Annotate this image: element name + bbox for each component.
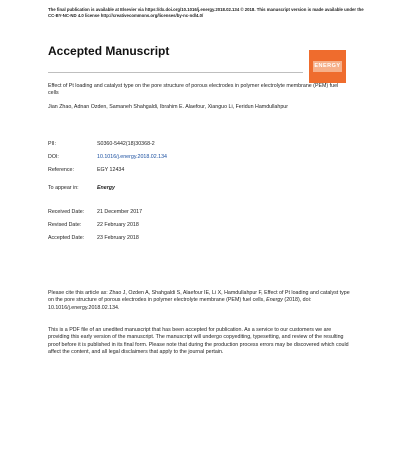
journal-logo	[309, 50, 346, 83]
article-title: Effect of Pt loading and catalyst type on the pore structure of porous electrodes in polymer electrolyte membrane (PEM) fuel cells	[48, 83, 339, 97]
accepted-value: 23 February 2018	[97, 235, 139, 241]
citation-text	[48, 290, 350, 312]
disclaimer-text: This is a PDF file of an unedited manuscript that has been accepted for publication. As a service to our customers we are providing this early version of the manuscript. The manuscript will undergo copyediting, typesetting, and review of the resulting proof before it is published in its final form. Please note that during the production process errors may be discovered which could affect the content, and all legal disclaimers that apply to the journal pertain.	[48, 327, 349, 356]
accepted-label: Accepted Date:	[48, 235, 85, 241]
revised-value: 22 February 2018	[97, 222, 139, 228]
journal-name: Energy	[97, 185, 115, 191]
citation-prefix: Please cite this article as: Zhao J, Ozden A, Shahgaldi S, Alaefour IE, Li X, Hamdullahpur F, Effect of Pt loading and catalyst type on the pore structure of porous electrodes in polymer electrolyte membrane (PEM) fuel cells,	[48, 290, 350, 304]
received-value: 21 December 2017	[97, 209, 143, 215]
citation-suffix: (2018), doi: 10.1016/j.energy.2018.02.134.	[48, 297, 312, 311]
logo-text: ENERGY	[314, 63, 341, 69]
pii-label: PII:	[48, 141, 56, 147]
reference-label: Reference:	[48, 167, 74, 173]
doi-label: DOI:	[48, 154, 59, 160]
pii-value: S0360-5442(18)30368-2	[97, 141, 155, 147]
received-label: Received Date:	[48, 209, 85, 215]
publication-notice: The final publication is available at Elsevier via https://dx.doi.org/10.1016/j.energy.2018.02.134 © 2018. This manuscript version is made available under the CC-BY-NC-ND 4.0 license http://creativecommons.org/licenses/by-nc-nd/4.0/	[48, 7, 364, 18]
reference-value: EGY 12434	[97, 167, 125, 173]
header-divider	[48, 72, 303, 73]
doi-link[interactable]: 10.1016/j.energy.2018.02.134	[97, 154, 167, 160]
revised-label: Revised Date:	[48, 222, 82, 228]
appear-label: To appear in:	[48, 185, 79, 191]
citation-journal: Energy	[266, 297, 283, 304]
page-title: Accepted Manuscript	[48, 44, 170, 58]
article-authors: Jian Zhao, Adnan Ozden, Samaneh Shahgaldi, Ibrahim E. Alaefour, Xianguo Li, Feridun Hamdullahpur	[48, 104, 288, 110]
